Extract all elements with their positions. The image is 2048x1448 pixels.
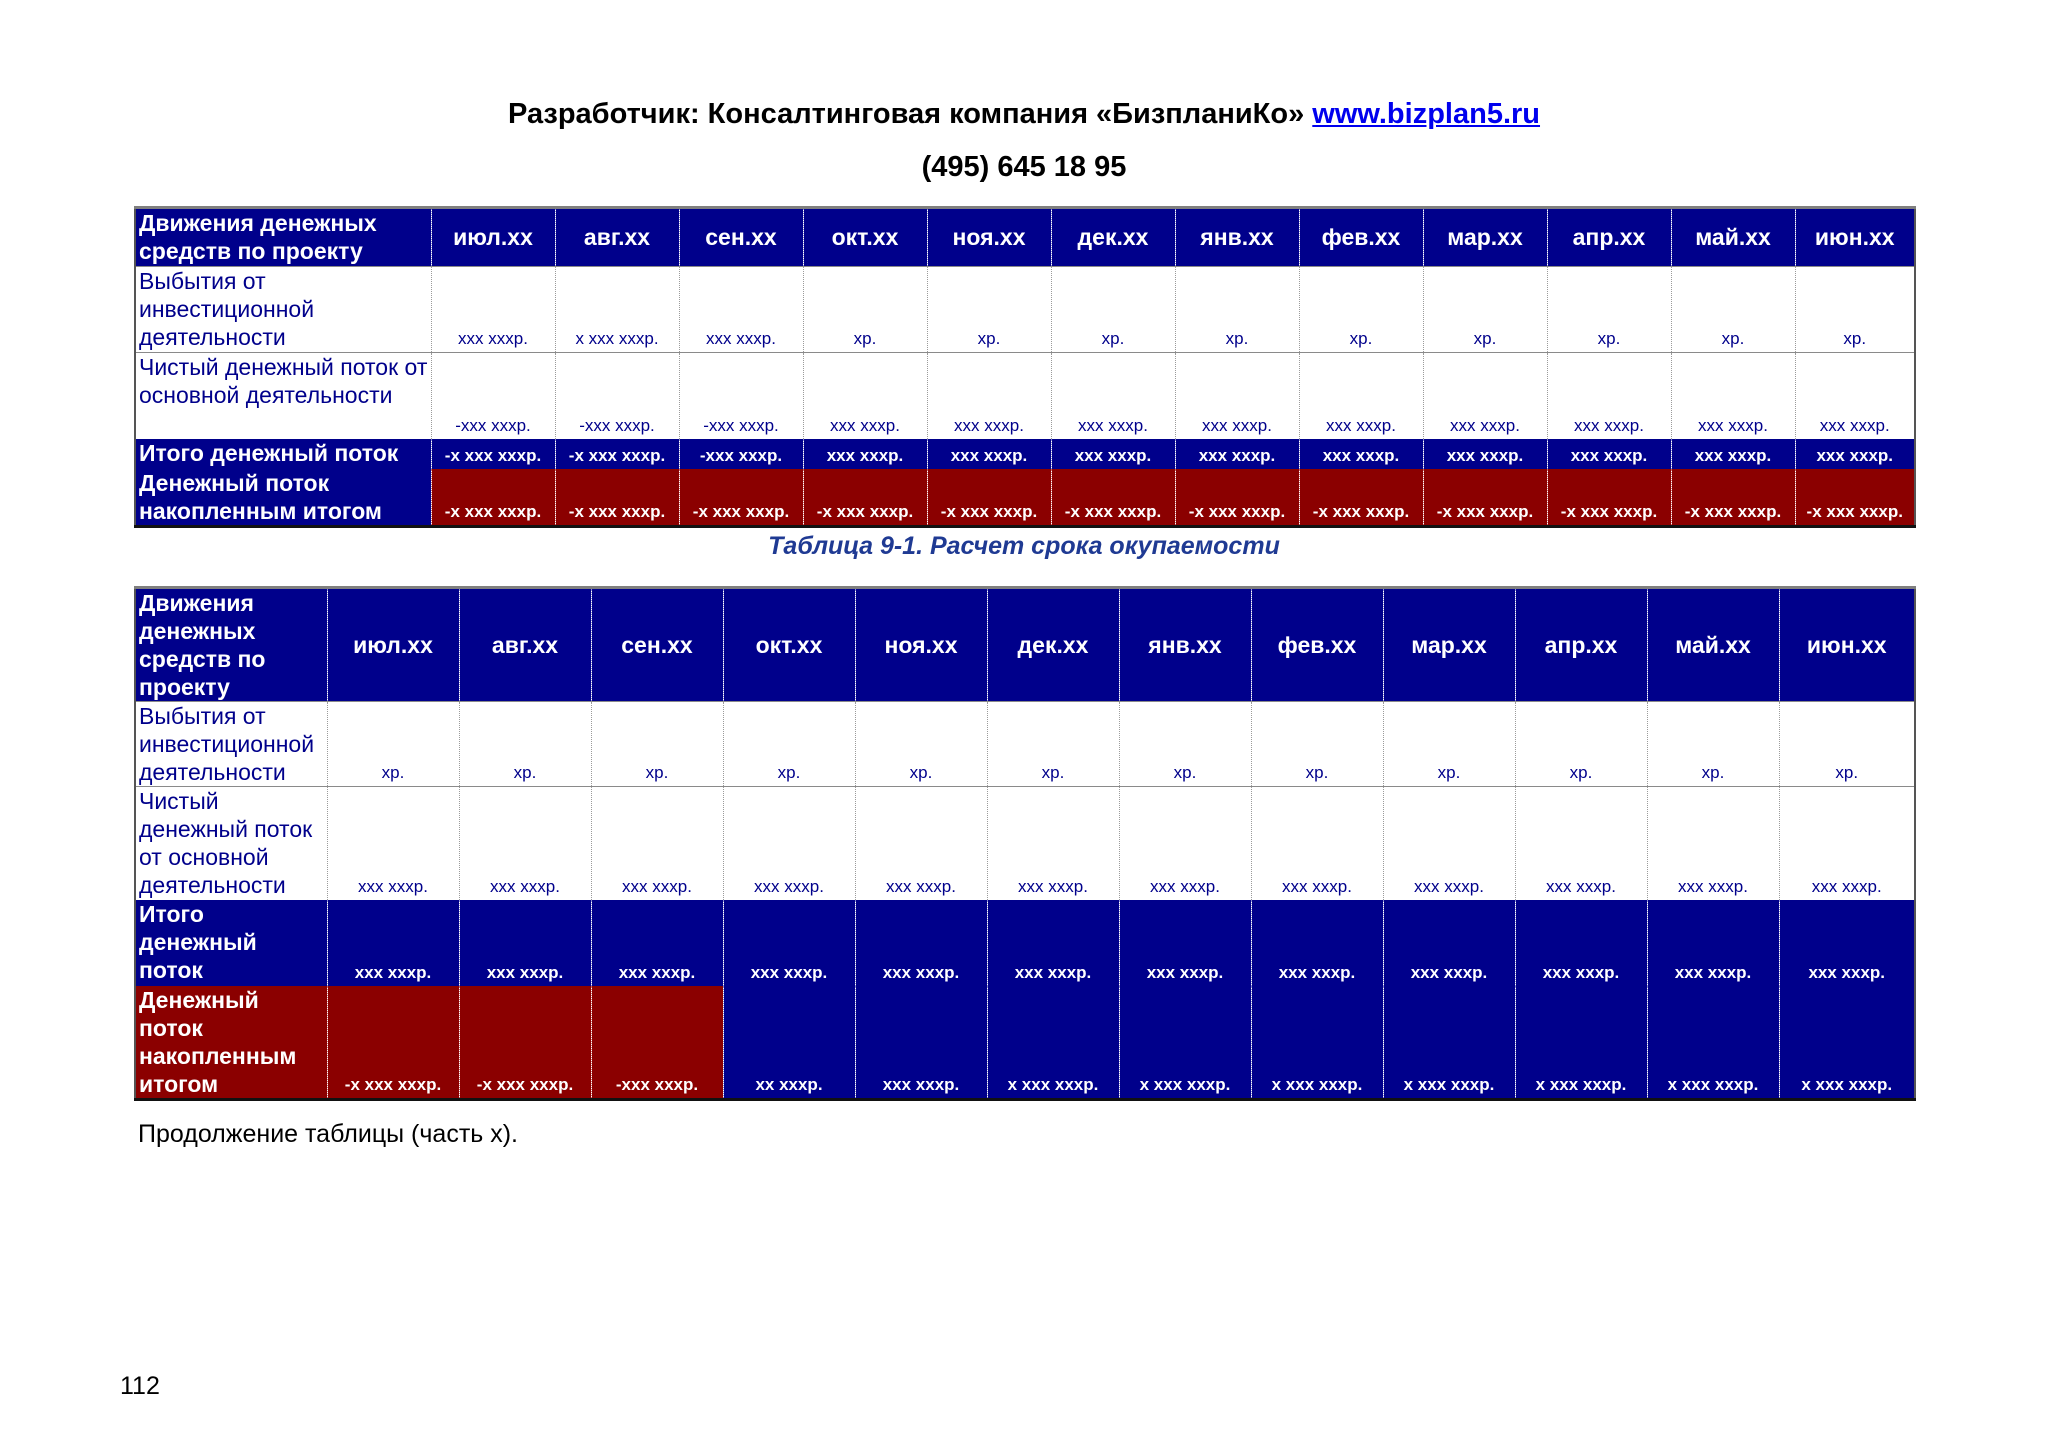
table-cell: xxx xxxр. <box>1547 439 1671 469</box>
table-cell: -x xxx xxxр. <box>1795 469 1915 527</box>
month-header: мар.xx <box>1423 208 1547 267</box>
table-cell: xxx xxxр. <box>1051 439 1175 469</box>
table-cell: -x xxx xxxр. <box>555 439 679 469</box>
table-row-operating-net-flow <box>135 353 1915 439</box>
table-cell: xxx xxxр. <box>1175 439 1299 469</box>
table-cell: xxx xxxр. <box>1251 900 1383 986</box>
table-cell: xxx xxxр. <box>1175 353 1299 439</box>
table-cell: xxx xxxр. <box>459 900 591 986</box>
table-cell: -x xxx xxxр. <box>1671 469 1795 527</box>
month-header: май.xx <box>1647 588 1779 702</box>
row-label: Итого денежный поток <box>135 439 431 469</box>
month-header: фев.xx <box>1251 588 1383 702</box>
table-cell: xр. <box>723 702 855 787</box>
month-header: окт.xx <box>723 588 855 702</box>
table-header-row <box>135 588 1915 702</box>
table-row-cumulative-flow <box>135 469 1915 527</box>
month-header: май.xx <box>1671 208 1795 267</box>
table-cell: xxx xxxр. <box>1515 787 1647 900</box>
table-cell: xр. <box>927 267 1051 353</box>
table-cell: xр. <box>987 702 1119 787</box>
table-cell: -x xxx xxxр. <box>803 469 927 527</box>
table-cell: x xxx xxxр. <box>1779 986 1915 1100</box>
table-cell: xр. <box>1051 267 1175 353</box>
table-cell: xxx xxxр. <box>327 787 459 900</box>
header-label: Движения денежных средств по проекту <box>135 588 327 702</box>
month-header: дек.xx <box>987 588 1119 702</box>
table-cell: xр. <box>855 702 987 787</box>
table-cell: -x xxx xxxр. <box>327 986 459 1100</box>
table-cell: xxx xxxр. <box>459 787 591 900</box>
table-row-operating-net-flow <box>135 787 1915 900</box>
row-label: Чистый денежный поток от основной деятельности <box>135 787 327 900</box>
table-cell: xxx xxxр. <box>927 439 1051 469</box>
table-cell: xxx xxxр. <box>1119 900 1251 986</box>
table-cell: xxx xxxр. <box>1383 900 1515 986</box>
table-row-total-flow <box>135 439 1915 469</box>
table-cell: xр. <box>591 702 723 787</box>
table-cell: xxx xxxр. <box>1119 787 1251 900</box>
table-cell: xxx xxxр. <box>803 353 927 439</box>
table-row-cumulative-flow <box>135 986 1915 1100</box>
table-caption: Таблица 9-1. Расчет срока окупаемости <box>768 532 1280 560</box>
table-cell: xр. <box>803 267 927 353</box>
table-cell: xxx xxxр. <box>855 900 987 986</box>
row-label: Выбытия от инвестиционной деятельности <box>135 267 431 353</box>
table-cell: xр. <box>1647 702 1779 787</box>
table-cell: x xxx xxxр. <box>555 267 679 353</box>
month-header: дек.xx <box>1051 208 1175 267</box>
table-cell: xр. <box>1423 267 1547 353</box>
table-cell: xxx xxxр. <box>855 787 987 900</box>
month-header: июл.xx <box>327 588 459 702</box>
month-header: мар.xx <box>1383 588 1515 702</box>
table-cell: -x xxx xxxр. <box>679 469 803 527</box>
month-header: фев.xx <box>1299 208 1423 267</box>
website-link[interactable]: www.bizplan5.ru <box>1312 98 1541 130</box>
month-header: июн.xx <box>1779 588 1915 702</box>
table-cell: xxx xxxр. <box>1299 439 1423 469</box>
month-header: янв.xx <box>1119 588 1251 702</box>
table-cell: xxx xxxр. <box>1779 787 1915 900</box>
table-cell: xxx xxxр. <box>679 267 803 353</box>
table-cell: -x xxx xxxр. <box>1423 469 1547 527</box>
table-cell: -x xxx xxxр. <box>1547 469 1671 527</box>
table-cell: xxx xxxр. <box>1671 353 1795 439</box>
table-cell: x xxx xxxр. <box>987 986 1119 1100</box>
table-cell: xр. <box>1795 267 1915 353</box>
table-cell: xxx xxxр. <box>723 900 855 986</box>
month-header: сен.xx <box>679 208 803 267</box>
table-cell: x xxx xxxр. <box>1251 986 1383 1100</box>
cash-flow-table-1 <box>134 206 1916 528</box>
table-cell: xр. <box>1383 702 1515 787</box>
table-cell: xр. <box>1547 267 1671 353</box>
table-cell: xр. <box>459 702 591 787</box>
month-header: янв.xx <box>1175 208 1299 267</box>
table-cell: -xxx xxxр. <box>679 353 803 439</box>
table-cell: -x xxx xxxр. <box>459 986 591 1100</box>
month-header: июн.xx <box>1795 208 1915 267</box>
table-cell: xxx xxxр. <box>1515 900 1647 986</box>
month-header: апр.xx <box>1515 588 1647 702</box>
table-cell: xxx xxxр. <box>1547 353 1671 439</box>
month-header: авг.xx <box>459 588 591 702</box>
table-header-row <box>135 208 1915 267</box>
month-header: ноя.xx <box>927 208 1051 267</box>
header-label: Движения денежных средств по проекту <box>135 208 431 267</box>
table-cell: xxx xxxр. <box>1051 353 1175 439</box>
page-number: 112 <box>120 1372 160 1400</box>
table-cell: xр. <box>1119 702 1251 787</box>
table-continuation-caption: Продолжение таблицы (часть x). <box>138 1120 519 1148</box>
table-cell: xр. <box>1175 267 1299 353</box>
table-cell: xxx xxxр. <box>327 900 459 986</box>
table-cell: -x xxx xxxр. <box>1175 469 1299 527</box>
table-cell: xxx xxxр. <box>431 267 555 353</box>
month-header: июл.xx <box>431 208 555 267</box>
month-header: ноя.xx <box>855 588 987 702</box>
table-cell: xxx xxxр. <box>1383 787 1515 900</box>
table-cell: -xxx xxxр. <box>679 439 803 469</box>
table-cell: xxx xxxр. <box>1251 787 1383 900</box>
table-cell: -x xxx xxxр. <box>555 469 679 527</box>
month-header: окт.xx <box>803 208 927 267</box>
row-label: Денежный поток накопленным итогом <box>135 986 327 1100</box>
row-label: Итого денежный поток <box>135 900 327 986</box>
table-row-investment-outflows <box>135 702 1915 787</box>
table-cell: xx xxxр. <box>723 986 855 1100</box>
row-label: Денежный поток накопленным итогом <box>135 469 431 527</box>
table-cell: -x xxx xxxр. <box>1299 469 1423 527</box>
table-cell: -xxx xxxр. <box>431 353 555 439</box>
table-cell: xxx xxxр. <box>1795 439 1915 469</box>
table-cell: xр. <box>1779 702 1915 787</box>
table-row-total-flow <box>135 900 1915 986</box>
table-cell: -xxx xxxр. <box>591 986 723 1100</box>
month-header: авг.xx <box>555 208 679 267</box>
table-cell: xр. <box>1671 267 1795 353</box>
table-cell: xр. <box>1251 702 1383 787</box>
month-header: апр.xx <box>1547 208 1671 267</box>
row-label: Выбытия от инвестиционной деятельности <box>135 702 327 787</box>
table-cell: xxx xxxр. <box>591 787 723 900</box>
table-cell: xр. <box>1299 267 1423 353</box>
table-cell: xxx xxxр. <box>1795 353 1915 439</box>
table-cell: xр. <box>1515 702 1647 787</box>
table-cell: x xxx xxxр. <box>1119 986 1251 1100</box>
table-cell: xxx xxxр. <box>987 787 1119 900</box>
table-cell: xxx xxxр. <box>1299 353 1423 439</box>
table-cell: xр. <box>327 702 459 787</box>
table-cell: xxx xxxр. <box>1671 439 1795 469</box>
table-cell: x xxx xxxр. <box>1383 986 1515 1100</box>
table-cell: xxx xxxр. <box>1423 439 1547 469</box>
table-cell: -x xxx xxxр. <box>927 469 1051 527</box>
table-cell: xxx xxxр. <box>987 900 1119 986</box>
cash-flow-table-2 <box>134 586 1916 1101</box>
phone-number: (495) 645 18 95 <box>921 151 1127 183</box>
table-cell: xxx xxxр. <box>1423 353 1547 439</box>
table-cell: xxx xxxр. <box>1647 900 1779 986</box>
table-cell: xxx xxxр. <box>855 986 987 1100</box>
table-cell: xxx xxxр. <box>1647 787 1779 900</box>
table-cell: -x xxx xxxр. <box>1051 469 1175 527</box>
table-cell: -x xxx xxxр. <box>431 469 555 527</box>
developer-header <box>0 98 2048 131</box>
row-label: Чистый денежный поток от основной деятельности <box>135 353 431 439</box>
table-cell: x xxx xxxр. <box>1515 986 1647 1100</box>
table-row-investment-outflows <box>135 267 1915 353</box>
developer-text: Разработчик: Консалтинговая компания «БизпланиКо» <box>507 98 1313 130</box>
table-cell: -x xxx xxxр. <box>431 439 555 469</box>
table-cell: xxx xxxр. <box>723 787 855 900</box>
table-cell: -xxx xxxр. <box>555 353 679 439</box>
table-cell: xxx xxxр. <box>803 439 927 469</box>
table-cell: xxx xxxр. <box>1779 900 1915 986</box>
table-cell: xxx xxxр. <box>927 353 1051 439</box>
table-cell: xxx xxxр. <box>591 900 723 986</box>
table-cell: x xxx xxxр. <box>1647 986 1779 1100</box>
month-header: сен.xx <box>591 588 723 702</box>
